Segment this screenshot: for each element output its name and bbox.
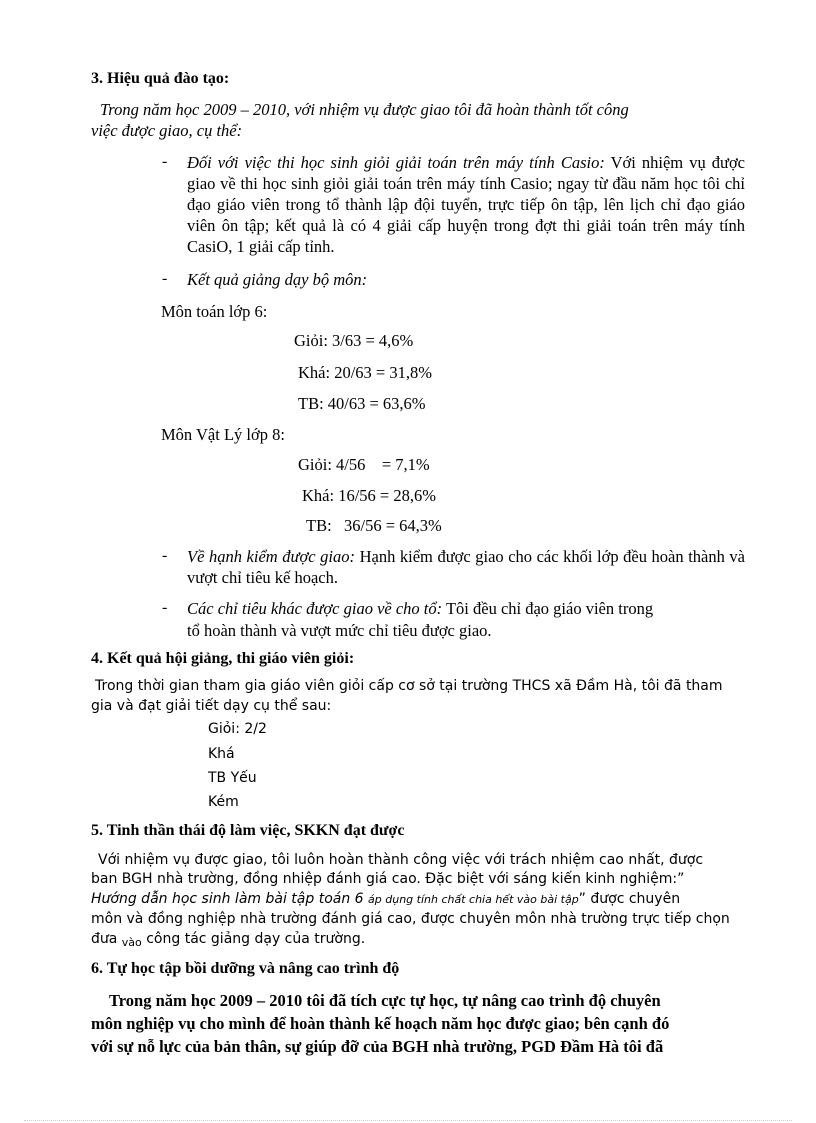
section-5-heading: 5. Tinh thần thái độ làm việc, SKKN đạt được [91,822,405,839]
bullet-subject-results: Kết quả giảng dạy bộ môn: [187,270,368,289]
bullet-conduct-title: Về hạnh kiểm được giao: [187,547,356,566]
section-5-line4: môn và đồng nghiệp nhà trường đánh giá cao, được chuyên môn nhà trường trực tiếp chọn [91,911,730,927]
section-3-intro-line1: Trong năm học 2009 – 2010, với nhiệm vụ được giao tôi đã hoàn thành tốt công [100,100,629,119]
section-3-intro-line2: việc được giao, cụ thể: [91,121,243,140]
physics-result-tb: TB: 36/56 = 64,3% [306,516,442,535]
section-4-intro-line2: gia và đạt giải tiết dạy cụ thể sau: [91,698,332,714]
section-6-line2: môn nghiệp vụ cho mình để hoàn thành kế hoạch năm học được giao; bên cạnh đó [91,1014,670,1033]
bullet-dash: - [162,599,168,616]
bullet-dash: - [162,270,168,287]
math-result-kha: Khá: 20/63 = 31,8% [298,363,432,382]
section-6-line1: Trong năm học 2009 – 2010 tôi đã tích cực tự học, tự nâng cao trình độ chuyên [109,991,661,1010]
math-grade6-title: Môn toán lớp 6: [161,302,268,321]
section-5-line5-b: công tác giảng dạy của trường. [141,931,366,947]
math-result-gioi: Giỏi: 3/63 = 4,6% [294,331,414,350]
bullet-casio-title: Đối với việc thi học sinh giỏi giải toán trên máy tính Casio: [187,153,605,172]
bullet-conduct-text: Hạnh kiểm được giao cho các khối lớp đều hoàn thành và vượt chỉ tiêu kế hoạch. [187,547,745,587]
skkn-title: Hướng dẫn học sinh làm bài tập toán 6 [91,891,369,907]
bullet-other-targets-title: Các chỉ tiêu khác được giao về cho tổ: [187,599,443,618]
bullet-casio-paragraph [187,152,745,257]
skkn-title-small: áp dụng tính chất chia hết vào bài tập [368,893,579,906]
section-6-heading: 6. Tự học tập bồi dưỡng và nâng cao trình độ [91,960,400,977]
section-3-heading: 3. Hiệu quả đào tạo: [91,70,230,87]
section-5-line5-a: đưa [91,931,122,947]
section-4-heading: 4. Kết quả hội giảng, thi giáo viên giỏi: [91,650,355,667]
section-5-line2: ban BGH nhà trường, đồng nhiệp đánh giá cao. Đặc biệt với sáng kiến kinh nghiệm:” [91,871,685,887]
section-6-line3: với sự nỗ lực của bản thân, sự giúp đỡ của BGH nhà trường, PGD Đầm Hà tôi đã [91,1037,664,1056]
bullet-casio-text: Với nhiệm vụ được giao về thi học sinh giỏi giải toán trên máy tính Casio; ngay từ đầu năm học tôi chỉ đạo giáo viên trong tổ thành lập đội tuyển, trực tiếp ôn tập, lên lịch chỉ đạo giáo viên ôn tập; kết quả là có 4 giải cấp huyện trong đợt thi giải toán trên máy tính CasiO, 1 giải cấp tỉnh. [187,153,745,256]
contest-result-tb-yeu: TB Yếu [208,770,257,786]
contest-result-kem: Kém [208,794,239,810]
contest-result-gioi: Giỏi: 2/2 [208,721,267,737]
section-5-line5 [91,929,365,950]
bullet-conduct-paragraph [187,546,745,588]
page-bottom-border [24,1120,792,1121]
bullet-other-targets-line1 [187,598,653,619]
bullet-dash: - [162,547,168,564]
contest-result-kha: Khá [208,746,235,762]
bullet-other-targets-line2: tổ hoàn thành và vượt mức chỉ tiêu được giao. [187,621,492,640]
physics-grade8-title: Môn Vật Lý lớp 8: [161,425,285,444]
section-5-line5-small: vào [121,936,142,949]
bullet-dash: - [162,153,168,170]
bullet-other-targets-text: Tôi đều chỉ đạo giáo viên trong [442,599,654,618]
section-5-line3-rest: ” được chuyên [578,891,681,907]
math-result-tb: TB: 40/63 = 63,6% [298,394,426,413]
section-5-line1: Với nhiệm vụ được giao, tôi luôn hoàn thành công việc với trách nhiệm cao nhất, được [98,852,704,868]
physics-result-gioi: Giỏi: 4/56 = 7,1% [298,455,430,474]
physics-result-kha: Khá: 16/56 = 28,6% [302,486,436,505]
section-5-line3 [91,889,680,910]
section-4-intro-line1: Trong thời gian tham gia giáo viên giỏi cấp cơ sở tại trường THCS xã Đầm Hà, tôi đã tham [95,678,723,694]
